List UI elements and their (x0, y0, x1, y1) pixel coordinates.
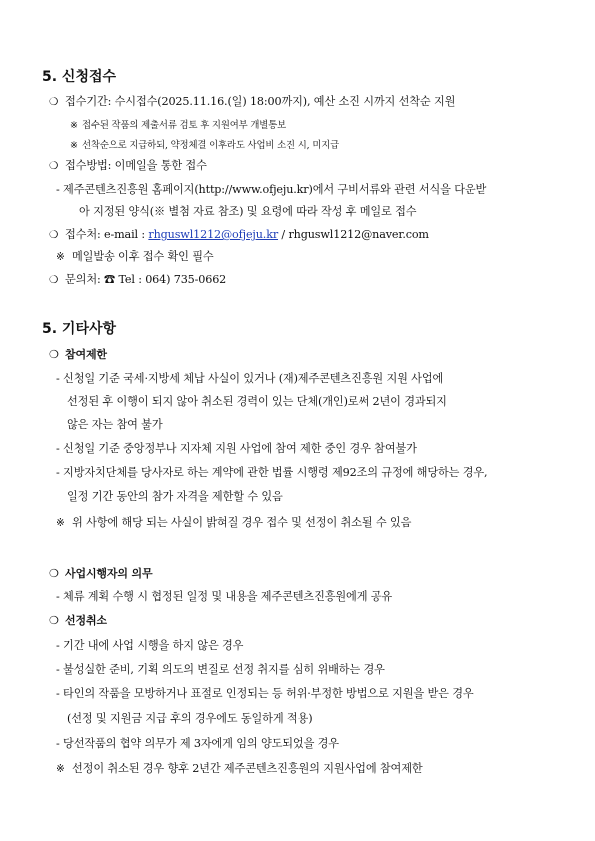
cancel-item-4: - 당선작품의 협약 의무가 제 3자에게 임의 양도되었을 경우 (56, 737, 339, 750)
reference-mark-icon: ※ (56, 251, 65, 263)
submission-note-text: 접수된 작품의 제출서류 검토 후 지원여부 개별통보 (82, 120, 287, 131)
email-link-ofjeju[interactable]: rhguswl1212@ofjeju.kr (148, 228, 279, 241)
method-detail-line-1: - 제주콘텐츠진흥원 홈페이지(http://www.ofjeju.kr)에서 구비서류와 관련 서식을 다운받 (56, 183, 487, 196)
email-separator: / (278, 228, 289, 241)
circle-bullet-icon: ❍ (49, 348, 59, 361)
circle-bullet-icon: ❍ (49, 567, 59, 580)
duty-title-row (49, 566, 153, 581)
cancel-item-1: - 기간 내에 사업 시행을 하지 않은 경우 (56, 639, 244, 652)
duty-title: 사업시행자의 의무 (65, 567, 153, 580)
cancel-item-2: - 불성실한 준비, 기획 의도의 변질로 선정 취지를 심히 위배하는 경우 (56, 663, 385, 676)
method-detail-line-2: 아 지정된 양식(※ 별첨 자료 참조) 및 요령에 따라 작성 후 메일로 접수 (79, 205, 417, 218)
restriction-item-1-line-1: - 신청일 기준 국세·지방세 체납 사실이 있거나 (재)제주콘텐츠진흥원 지원 사업에 (56, 372, 444, 385)
cancel-title-row (49, 613, 107, 628)
cancel-item-3: - 타인의 작품을 모방하거나 표절로 인정되는 등 허위·부정한 방법으로 지원을 받은 경우 (56, 687, 474, 700)
reference-mark-icon: ※ (70, 140, 78, 151)
circle-bullet-icon: ❍ (49, 96, 59, 108)
method-item (49, 158, 207, 174)
restriction-title: 참여제한 (65, 348, 107, 361)
reference-mark-icon: ※ (70, 120, 78, 131)
circle-bullet-icon: ❍ (49, 229, 59, 241)
circle-bullet-icon: ❍ (49, 614, 59, 627)
restriction-item-1-line-2: 선정된 후 이행이 되지 않아 취소된 경력이 있는 단체(개인)로써 2년이 경과되지 (67, 395, 447, 408)
payment-note-text: 선착순으로 지급하되, 약정체결 이후라도 사업비 소진 시, 미지급 (82, 140, 340, 151)
restriction-title-row (49, 347, 107, 362)
duty-item-1: - 체류 계획 수행 시 협정된 일정 및 내용을 제주콘텐츠진흥원에게 공유 (56, 590, 393, 603)
cancel-note-text: 선정이 취소된 경우 향후 2년간 제주콘텐츠진흥원의 지원사업에 참여제한 (72, 762, 423, 775)
confirm-note-text: 메일발송 이후 접수 확인 필수 (72, 250, 214, 263)
cancel-item-3-note: (선정 및 지원금 지급 후의 경우에도 동일하게 적용) (67, 712, 313, 725)
reference-mark-icon: ※ (56, 763, 65, 775)
section-heading-other: 5. 기타사항 (42, 321, 117, 337)
payment-note (70, 138, 339, 153)
cancel-title: 선정취소 (65, 614, 107, 627)
period-item (49, 94, 455, 110)
confirm-note (56, 249, 214, 265)
email-naver: rhguswl1212@naver.com (288, 228, 429, 241)
reference-mark-icon: ※ (56, 517, 65, 529)
address-label: 접수처: e-mail : (65, 228, 149, 241)
method-text: 접수방법: 이메일을 통한 접수 (65, 159, 207, 172)
restriction-item-2: - 신청일 기준 중앙정부나 지자체 지원 사업에 참여 제한 중인 경우 참여불가 (56, 442, 417, 455)
restriction-note-text: 위 사항에 해당 되는 사실이 밝혀질 경우 접수 및 선정이 취소될 수 있음 (72, 516, 412, 529)
restriction-item-1-line-3: 않은 자는 참여 불가 (67, 418, 163, 431)
restriction-note (56, 515, 411, 531)
contact-item (49, 272, 226, 288)
restriction-item-3-line-1: - 지방자치단체를 당사자로 하는 계약에 관한 법률 시행령 제92조의 규정에 해당하는 경우, (56, 466, 488, 479)
circle-bullet-icon: ❍ (49, 160, 59, 172)
restriction-item-3-line-2: 일정 기간 동안의 참가 자격을 제한할 수 있음 (67, 490, 283, 503)
contact-text: 문의처: ☎ Tel : 064) 735-0662 (65, 273, 227, 286)
submission-note (70, 118, 286, 133)
section-heading-apply: 5. 신청접수 (42, 69, 117, 85)
circle-bullet-icon: ❍ (49, 274, 59, 286)
period-text: 접수기간: 수시접수(2025.11.16.(일) 18:00까지), 예산 소진 시까지 선착순 지원 (65, 95, 456, 108)
cancel-note (56, 761, 423, 777)
address-item (49, 227, 429, 243)
